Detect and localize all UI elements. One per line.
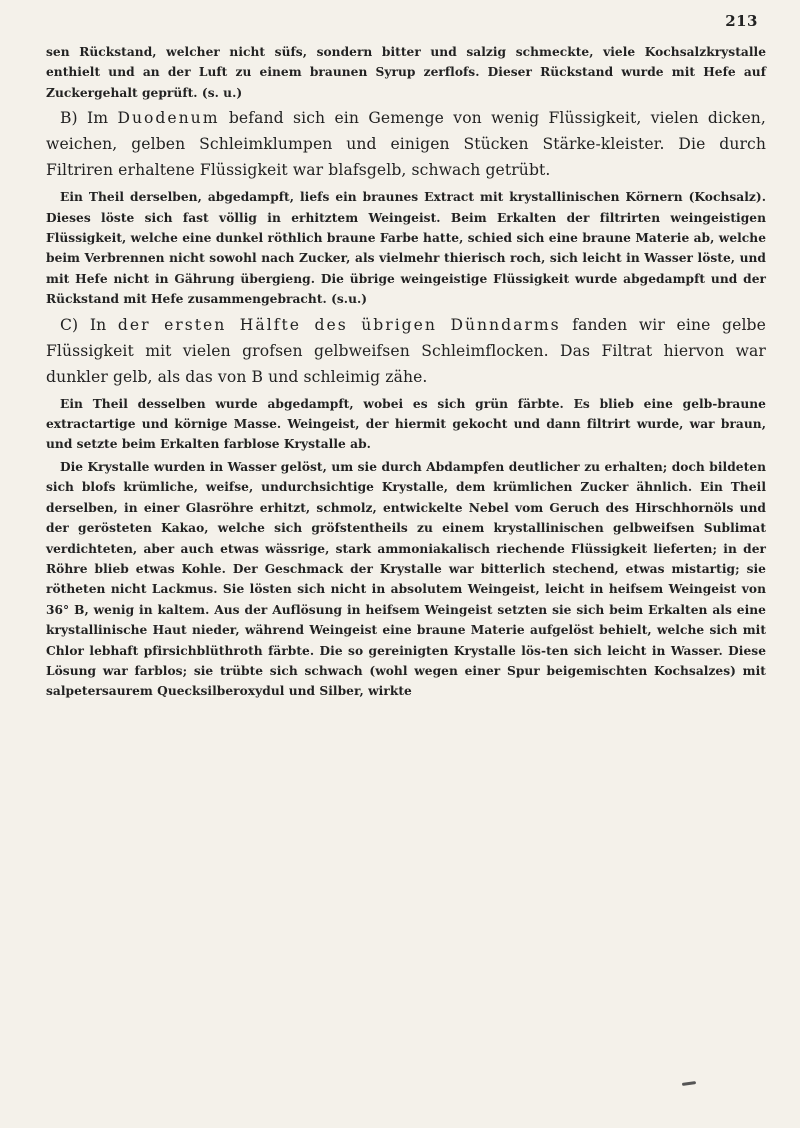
section-term-duodenum: Duodenum xyxy=(117,109,220,128)
paragraph-extract: Ein Theil derselben, abgedampft, liefs ein braunes Extract mit krystallinischen Körnern (Kochsalz). Dieses löste sich fast völlig in erhitztem Weingeist. Beim Erkalten der filtrirten weingeistigen Flüssigkeit, welche eine dunkel röthlich braune Farbe hatte, schied sich eine braune Materie ab, welche beim Verbrennen nicht sowohl nach Zucker, als vielmehr thierisch roch, sich leicht in Wasser löste, und mit Hefe nicht in Gährung übergieng. Die übrige weingeistige Flüssigkeit wurde abgedampft und der Rückstand mit Hefe zusammengebracht. (s.u.) xyxy=(46,190,766,307)
paragraph-duodenum-text: befand sich ein Gemenge von wenig Flüssigkeit, vielen dicken, weichen, gelben Schleimklumpen und einigen Stücken Stärke-kleister. Die durch Filtriren erhaltene Flüssigkeit war blafsgelb, schwach getrübt. xyxy=(46,109,766,180)
section-term-small-intestine: der ersten Hälfte des übrigen Dünndarms xyxy=(117,315,561,334)
paragraph-small-intestine xyxy=(46,312,766,390)
paragraph-small-intestine-text: fanden wir eine gelbe Flüssigkeit mit vielen grofsen gelbweifsen Schleimflocken. Das Filtrat hiervon war dunkler gelb, als das von B und schleimig zähe. xyxy=(46,315,766,386)
paragraph-duodenum xyxy=(46,105,766,183)
ink-mark xyxy=(682,1081,696,1086)
paragraph-crystals: Die Krystalle wurden in Wasser gelöst, um sie durch Abdampfen deutlicher zu erhalten; doch bildeten sich blofs krümliche, weifse, undurchsichtige Krystalle, dem krümlichen Zucker ähnlich. Ein Theil derselben, in einer Glasröhre erhitzt, schmolz, entwickelte Nebel vom Geruch des Hirschhornöls und der gerösteten Kakao, welche sich gröfstentheils zu einem krystallinischen gelbweifsen Sublimat verdichteten, aber auch etwas wässrige, stark ammoniakalisch riechende Flüssigkeit lieferten; in der Röhre blieb etwas Kohle. Der Geschmack der Krystalle war bitterlich stechend, etwas mistartig; sie rötheten nicht Lackmus. Sie lösten sich nicht in absolutem Weingeist, leicht in heifsem Weingeist von 36° B, wenig in kaltem. Aus der Auflösung in heifsem Weingeist setzten sie sich beim Erkalten als eine krystallinische Haut nieder, während Weingeist eine braune Materie aufgelöst behielt, welche sich mit Chlor lebhaft pfirsichblüthroth färbte. Die so gereinigten Krystalle lös-ten sich leicht in Wasser. Diese Lösung war farblos; sie trübte sich schwach (wohl wegen einer Spur beigemischten Kochsalzes) mit salpetersaurem Quecksilberoxydul und Silber, wirkte xyxy=(46,459,766,699)
page-number: 213 xyxy=(725,12,758,30)
section-label-b: B) Im xyxy=(60,109,109,128)
page-body xyxy=(46,42,766,702)
paragraph-evaporation: Ein Theil desselben wurde abgedampft, wobei es sich grün färbte. Es blieb eine gelb-braune extractartige und körnige Masse. Weingeist, der hiermit gekocht und dann filtrirt wurde, war braun, und setzte beim Erkalten farblose Krystalle ab. xyxy=(46,396,766,452)
section-label-c: C) In xyxy=(60,315,107,334)
paragraph-residue: sen Rückstand, welcher nicht süfs, sondern bitter und salzig schmeckte, viele Kochsalzkrystalle enthielt und an der Luft zu einem braunen Syrup zerflofs. Dieser Rückstand wurde mit Hefe auf Zuckergehalt geprüft. (s. u.) xyxy=(46,45,766,100)
